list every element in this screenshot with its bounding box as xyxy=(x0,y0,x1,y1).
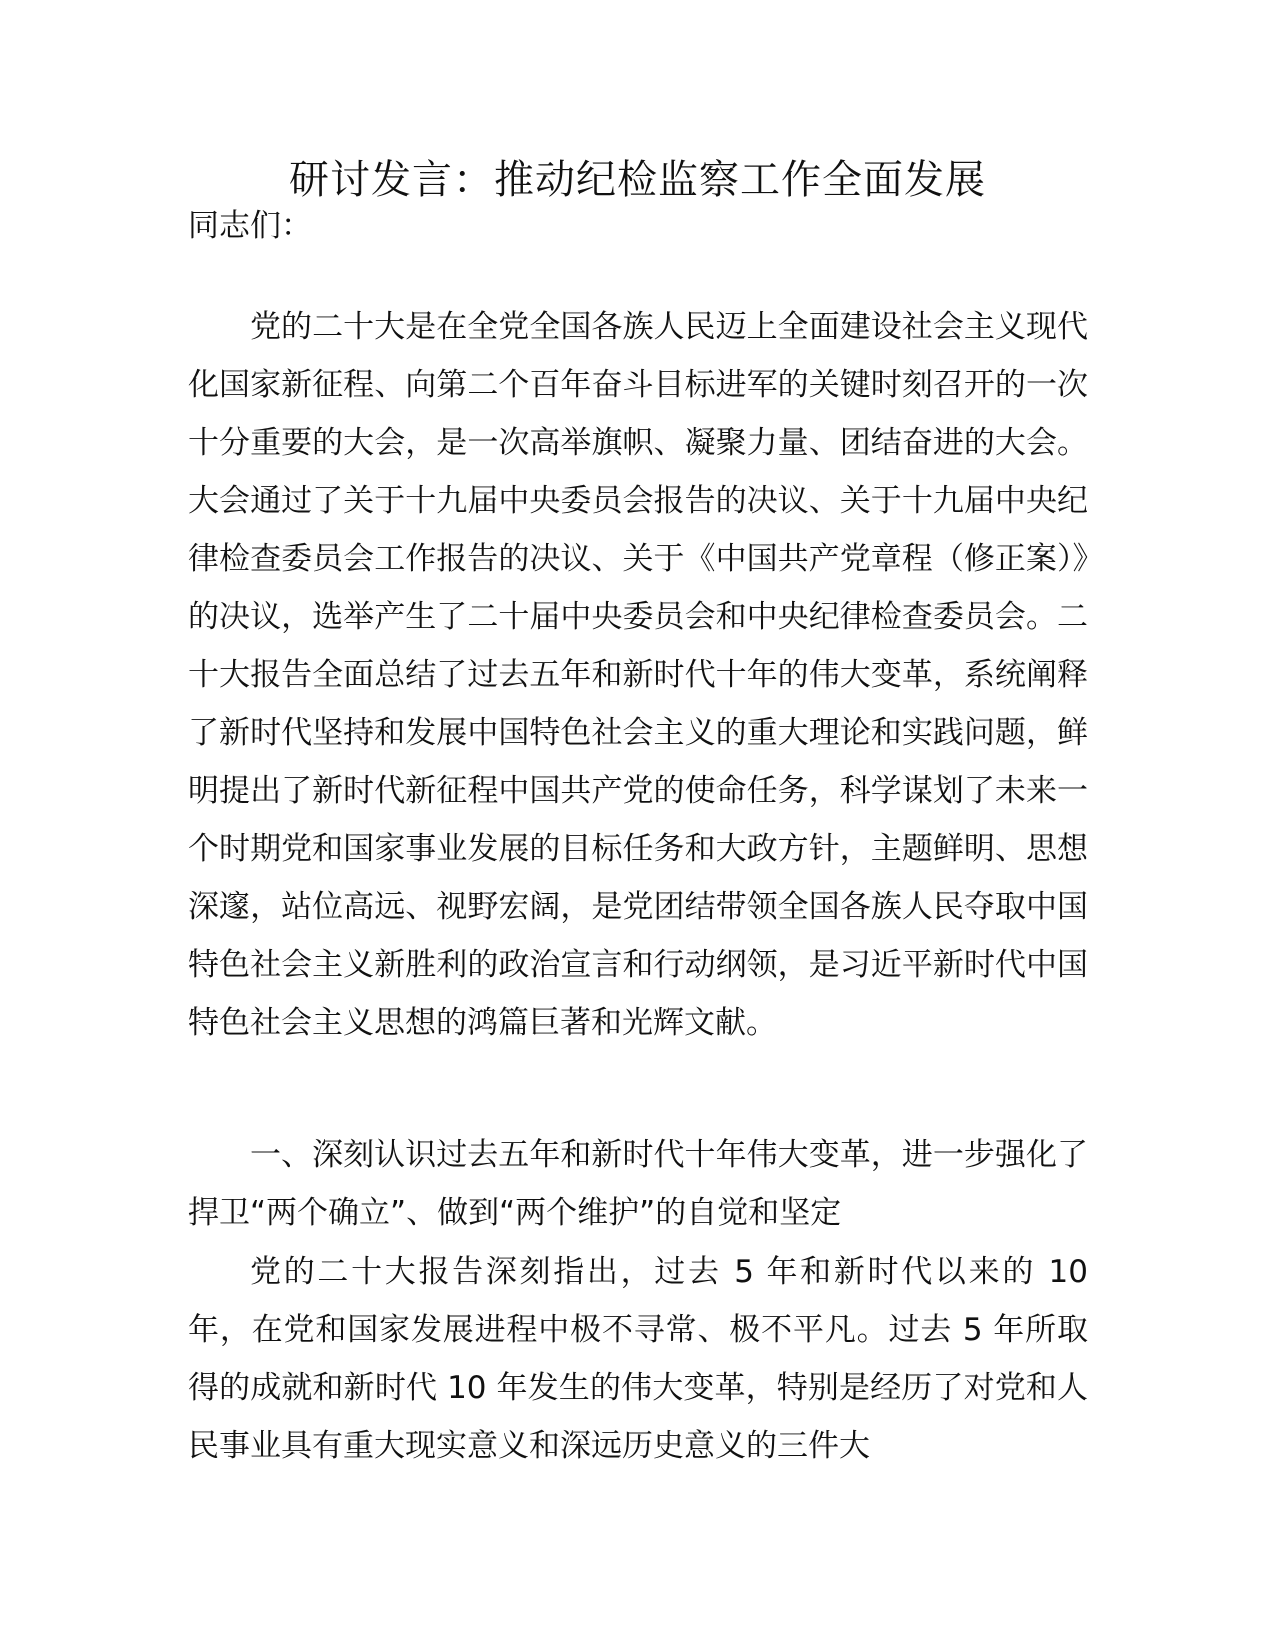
salutation: 同志们： xyxy=(188,208,312,244)
document-title: 研讨发言：推动纪检监察工作全面发展 xyxy=(289,157,986,203)
paragraph-section-1: 党的二十大报告深刻指出，过去 5 年和新时代以来的 10 年，在党和国家发展进程中极不寻常、极不平凡。过去 5 年所取得的成就和新时代 10 年发生的伟大变革，特别是经历了对党和人民事业具有重大现实意义和深远历史意义的三件大 xyxy=(188,1254,1088,1464)
paragraph-intro: 党的二十大是在全党全国各族人民迈上全面建设社会主义现代化国家新征程、向第二个百年奋斗目标进军的关键时刻召开的一次十分重要的大会，是一次高举旗帜、凝聚力量、团结奋进的大会。大会通过了关于十九届中央委员会报告的决议、关于十九届中央纪律检查委员会工作报告的决议、关于《中国共产党章程（修正案）》的决议，选举产生了二十届中央委员会和中央纪律检查委员会。二十大报告全面总结了过去五年和新时代十年的伟大变革，系统阐释了新时代坚持和发展中国特色社会主义的重大理论和实践问题，鲜明提出了新时代新征程中国共产党的使命任务，科学谋划了未来一个时期党和国家事业发展的目标任务和大政方针，主题鲜明、思想深邃，站位高远、视野宏阔，是党团结带领全国各族人民夺取中国特色社会主义新胜利的政治宣言和行动纲领，是习近平新时代中国特色社会主义思想的鸿篇巨著和光辉文献。 xyxy=(188,309,1088,1041)
section-heading-1: 一、深刻认识过去五年和新时代十年伟大变革，进一步强化了捍卫“两个确立”、做到“两个维护”的自觉和坚定 xyxy=(188,1137,1088,1231)
